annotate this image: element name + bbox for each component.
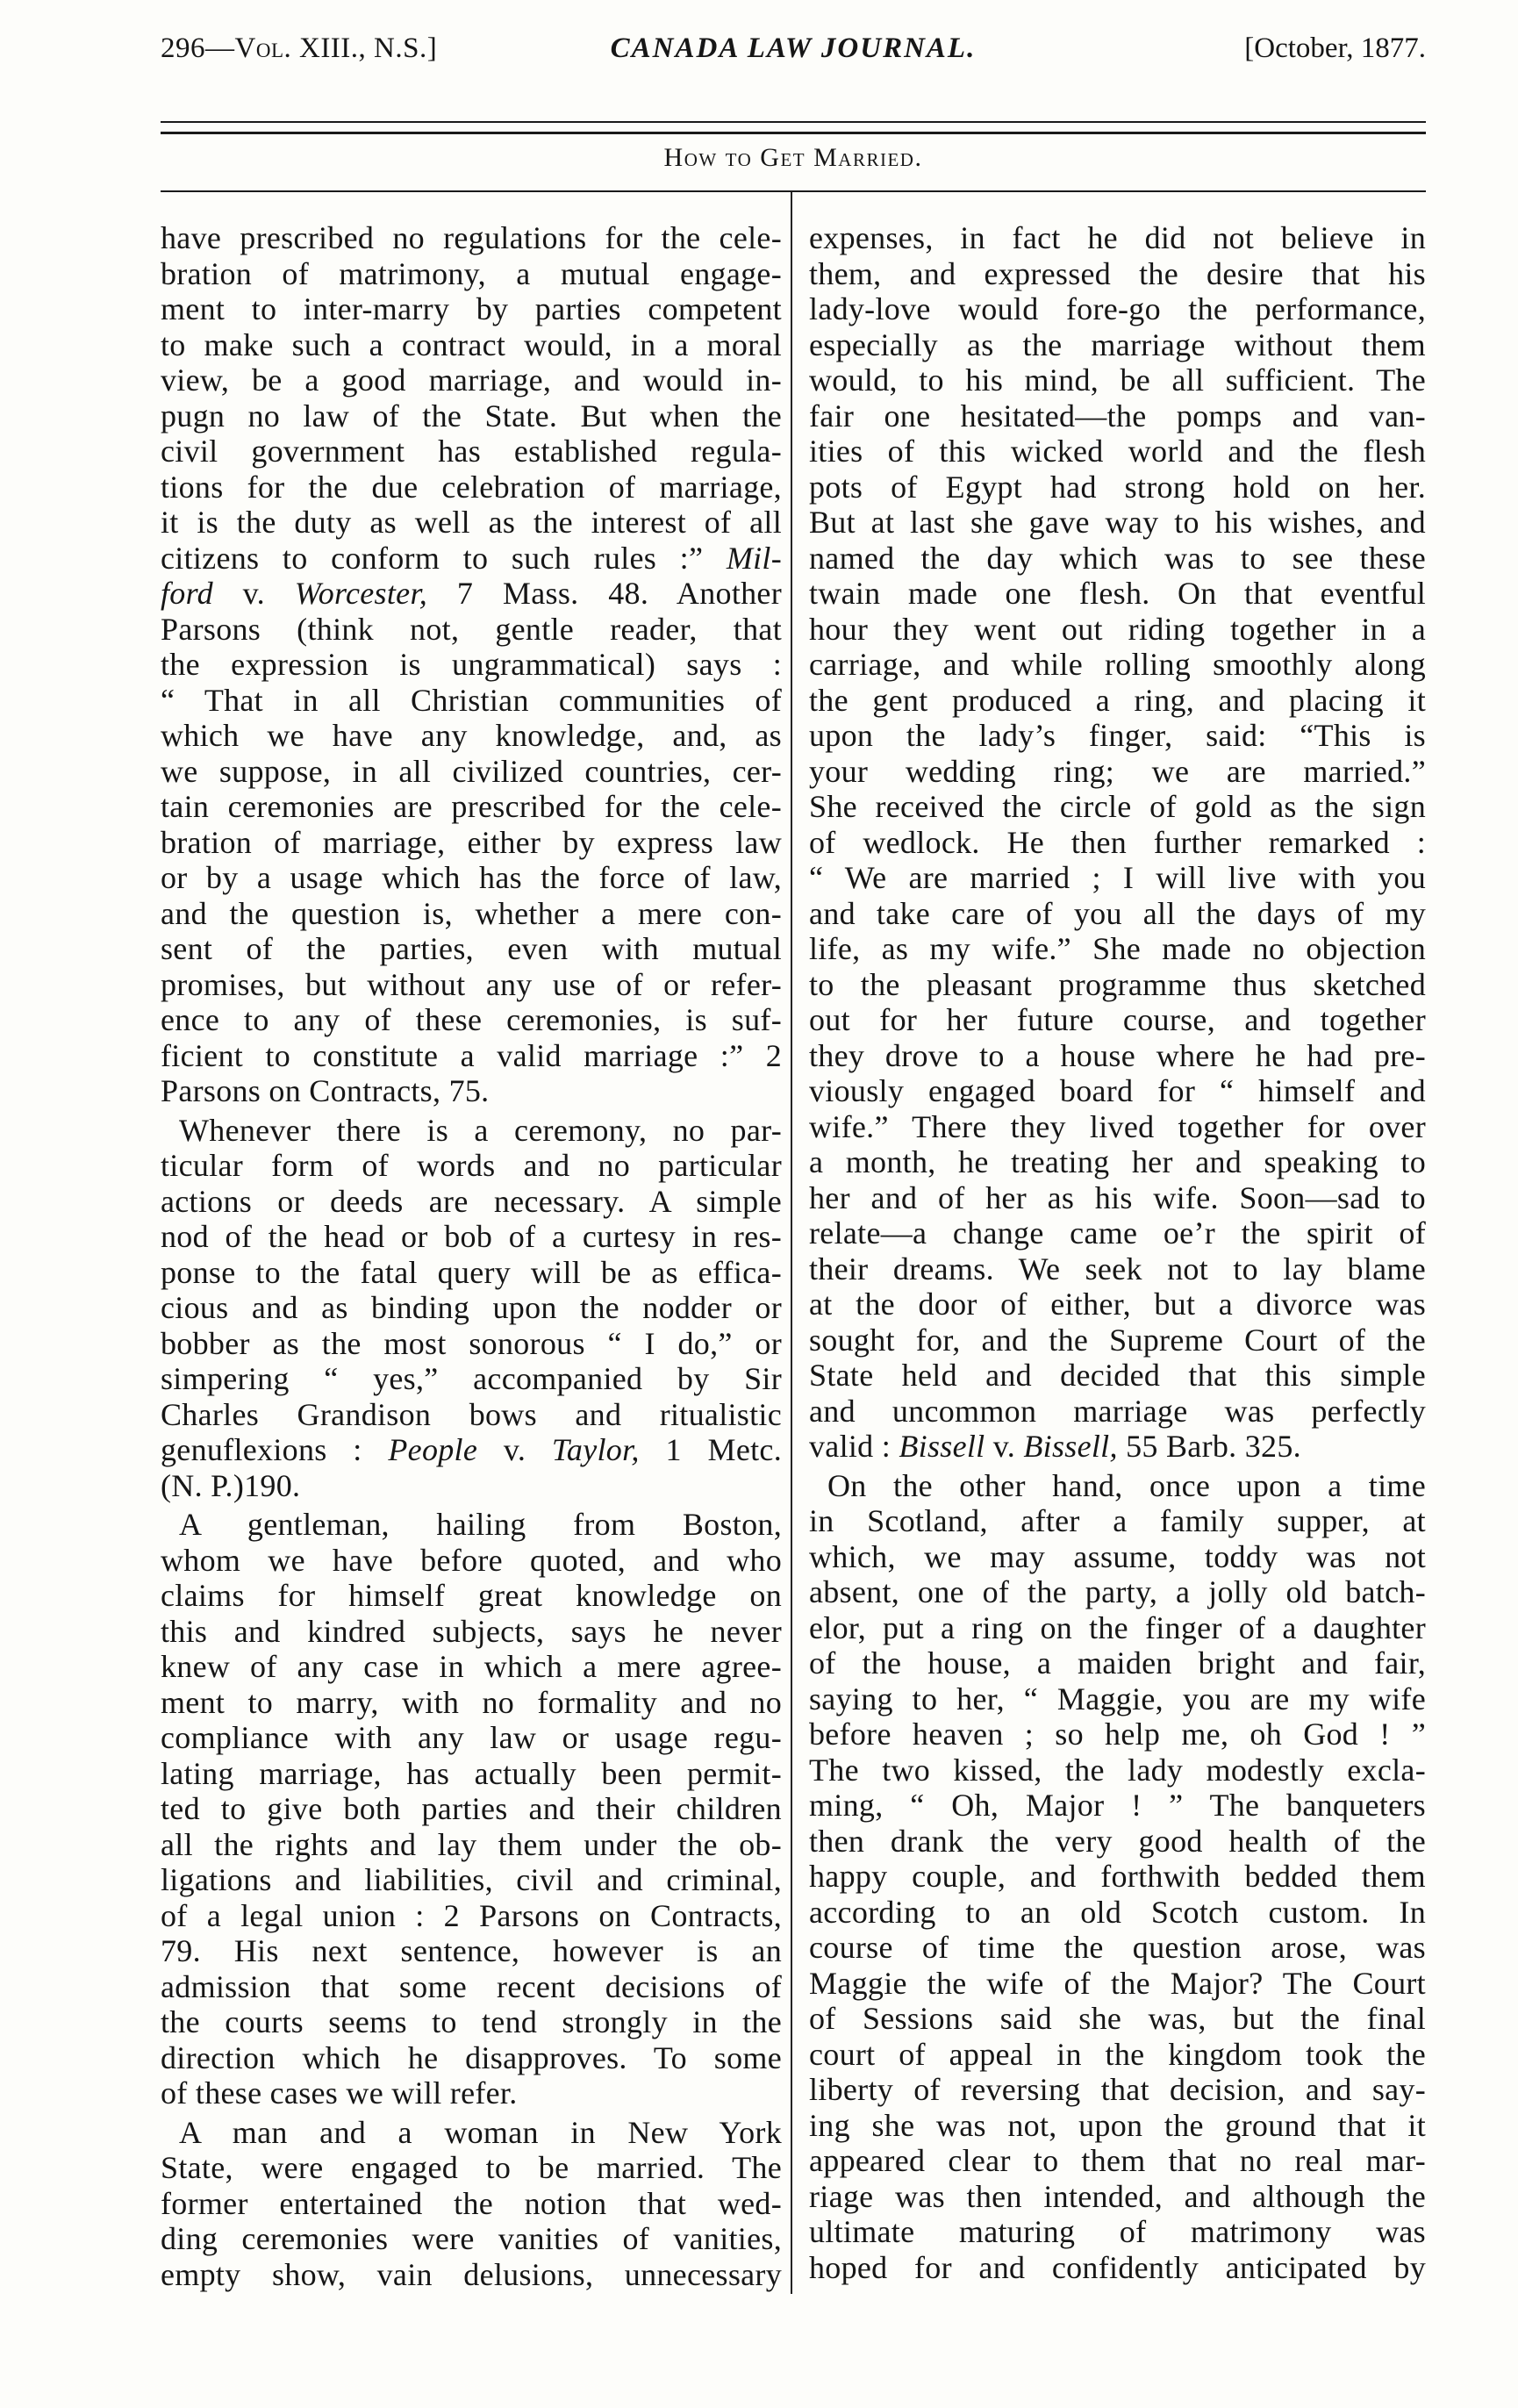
text-line: ponse to the fatal query will be as effica- — [161, 1254, 782, 1290]
text-run: valid : — [809, 1429, 899, 1464]
text-line: “ We are married ; I will live with you — [809, 860, 1426, 895]
text-run: v. — [477, 1432, 552, 1467]
text-line: ities of this wicked world and the flesh — [809, 434, 1426, 469]
text-line: ence to any of these ceremonies, is suf- — [161, 1002, 782, 1037]
text-line: according to an old Scotch custom. In — [809, 1894, 1426, 1930]
text-line — [809, 1429, 1426, 1465]
paragraph — [809, 1468, 1426, 2286]
right-column — [809, 220, 1426, 2285]
text-line: view, be a good marriage, and would in- — [161, 362, 782, 398]
case-citation: Worcester, — [294, 576, 428, 611]
text-line: She received the circle of gold as the sign — [809, 789, 1426, 824]
text-line: course of time the question arose, was — [809, 1930, 1426, 1965]
text-line: actions or deeds are necessary. A simple — [161, 1183, 782, 1219]
text-line: Charles Grandison bows and ritualistic — [161, 1396, 782, 1432]
text-line: relate—a change came oe’r the spirit of — [809, 1215, 1426, 1251]
text-line: carriage, and while rolling smoothly along — [809, 647, 1426, 682]
text-line: they drove to a house where he had pre- — [809, 1037, 1426, 1073]
text-line: of a legal union : 2 Parsons on Contracts, — [161, 1897, 782, 1933]
text-line: saying to her, “ Maggie, you are my wife — [809, 1681, 1426, 1716]
text-line: which, we may assume, toddy was not — [809, 1538, 1426, 1574]
header-rule — [161, 132, 1426, 134]
text-line: tain ceremonies are prescribed for the cele- — [161, 789, 782, 824]
article-title: How to Get Married. — [663, 143, 923, 172]
text-run: v. — [985, 1429, 1024, 1464]
text-line: ticular form of words and no particular — [161, 1148, 782, 1183]
text-line: out for her future course, and together — [809, 1002, 1426, 1037]
text-line: On the other hand, once upon a time — [827, 1467, 1426, 1503]
text-line: admission that some recent decisions of — [161, 1968, 782, 2004]
text-line: compliance with any law or usage regu- — [161, 1720, 782, 1755]
text-line: whom we have before quoted, and who — [161, 1542, 782, 1578]
case-citation: Taylor, — [551, 1432, 640, 1467]
text-line: A gentleman, hailing from Boston, — [179, 1507, 782, 1542]
text-line: court of appeal in the kingdom took the — [809, 2036, 1426, 2072]
text-line: sent of the parties, even with mutual — [161, 931, 782, 966]
text-run: 55 Barb. 325. — [1117, 1429, 1301, 1464]
case-citation: Bissell, — [1023, 1429, 1118, 1464]
text-line: A man and a woman in New York — [179, 2114, 782, 2150]
text-line: “ That in all Christian communities of — [161, 682, 782, 718]
text-line: life, as my wife.” She made no objection — [809, 931, 1426, 966]
text-line: State, were engaged to be married. The — [161, 2150, 782, 2185]
text-line: ment to inter-marry by parties competent — [161, 291, 782, 326]
text-line: ficient to constitute a valid marriage :” 2 — [161, 1037, 782, 1073]
text-line: 79. His next sentence, however is an — [161, 1933, 782, 1968]
case-citation: Mil- — [726, 540, 782, 576]
text-line: cious and as binding upon the nodder or — [161, 1290, 782, 1325]
text-line: your wedding ring; we are married.” — [809, 753, 1426, 789]
text-line: named the day which was to see these — [809, 540, 1426, 576]
text-line: to the pleasant programme thus sketched — [809, 966, 1426, 1002]
text-line: viously engaged board for “ himself and — [809, 1073, 1426, 1108]
text-line: bration of marriage, either by express law — [161, 824, 782, 860]
text-line: then drank the very good health of the — [809, 1823, 1426, 1859]
paragraph — [161, 1113, 782, 1504]
text-line: hour they went out riding together in a — [809, 611, 1426, 647]
text-line — [161, 541, 782, 577]
text-line: But at last she gave way to his wishes, and — [809, 505, 1426, 540]
text-line: fair one hesitated—the pomps and van- — [809, 398, 1426, 434]
text-run: 7 Mass. 48. Another — [427, 576, 782, 611]
text-line: twain made one flesh. On that eventful — [809, 576, 1426, 611]
text-line: empty show, vain delusions, unnecessary — [161, 2256, 782, 2292]
text-line: Parsons (think not, gentle reader, that — [161, 611, 782, 647]
text-line: we suppose, in all civilized countries, cer- — [161, 753, 782, 789]
text-line: pots of Egypt had strong hold on her. — [809, 469, 1426, 505]
text-line: hoped for and confidently anticipated by — [809, 2249, 1426, 2285]
text-line: pugn no law of the State. But when the — [161, 398, 782, 434]
text-line: to make such a contract would, in a moral — [161, 326, 782, 362]
case-citation: Bissell — [899, 1429, 985, 1464]
text-line: ment to marry, with no formality and no — [161, 1684, 782, 1720]
case-citation: People — [388, 1432, 478, 1467]
text-line: would, to his mind, be all sufficient. The — [809, 362, 1426, 398]
text-line: their dreams. We seek not to lay blame — [809, 1251, 1426, 1286]
text-line: it is the duty as well as the interest of all — [161, 505, 782, 540]
issue-date: [October, 1877. — [1244, 32, 1426, 64]
text-line: expenses, in fact he did not believe in — [809, 220, 1426, 255]
paragraph — [809, 220, 1426, 1465]
text-line: and take care of you all the days of my — [809, 895, 1426, 931]
text-line: the courts seems to tend strongly in the — [161, 2004, 782, 2039]
text-line: and the question is, whether a mere con- — [161, 895, 782, 931]
text-line: elor, put a ring on the finger of a daughter — [809, 1609, 1426, 1645]
text-line: bobber as the most sonorous “ I do,” or — [161, 1325, 782, 1361]
text-line: her and of her as his wife. Soon—sad to — [809, 1179, 1426, 1215]
text-line: the expression is ungrammatical) says : — [161, 647, 782, 682]
text-line: The two kissed, the lady modestly excla- — [809, 1752, 1426, 1788]
text-line: promises, but without any use of or refer- — [161, 966, 782, 1002]
text-line: have prescribed no regulations for the cele- — [161, 220, 782, 255]
left-column — [161, 220, 782, 2292]
text-line: lating marriage, has actually been permit- — [161, 1755, 782, 1791]
text-line: bration of matrimony, a mutual engage- — [161, 255, 782, 291]
journal-title: CANADA LAW JOURNAL. — [610, 32, 977, 64]
text-line: appeared clear to them that no real mar- — [809, 2143, 1426, 2178]
text-line: tions for the due celebration of marriage, — [161, 469, 782, 505]
text-line: and uncommon marriage was perfectly — [809, 1393, 1426, 1429]
text-line: civil government has established regula- — [161, 434, 782, 469]
text-line: (N. P.)190. — [161, 1467, 301, 1503]
header-rule — [161, 121, 1426, 123]
text-line: State held and decided that this simple — [809, 1358, 1426, 1393]
text-line: especially as the marriage without them — [809, 326, 1426, 362]
text-line: ultimate maturing of matrimony was — [809, 2214, 1426, 2249]
text-line: ted to give both parties and their children — [161, 1791, 782, 1826]
text-line: of wedlock. He then further remarked : — [809, 824, 1426, 860]
text-line: claims for himself great knowledge on — [161, 1578, 782, 1613]
paragraph — [161, 2115, 782, 2293]
text-line: the gent produced a ring, and placing it — [809, 682, 1426, 718]
text-line: former entertained the notion that wed- — [161, 2185, 782, 2221]
text-line — [161, 1432, 782, 1468]
text-line: knew of any case in which a mere agree- — [161, 1649, 782, 1684]
text-line: lady-love would fore-go the performance, — [809, 291, 1426, 326]
text-line: wife.” There they lived together for over — [809, 1108, 1426, 1144]
text-line: this and kindred subjects, says he never — [161, 1613, 782, 1649]
text-run: v. — [212, 576, 295, 611]
text-line: before heaven ; so help me, oh God ! ” — [809, 1716, 1426, 1752]
text-line: in Scotland, after a family supper, at — [809, 1503, 1426, 1538]
text-line: at the door of either, but a divorce was — [809, 1286, 1426, 1322]
text-line: upon the lady’s finger, said: “This is — [809, 718, 1426, 753]
text-line: absent, one of the party, a jolly old batch- — [809, 1574, 1426, 1609]
text-line: a month, he treating her and speaking to — [809, 1144, 1426, 1179]
text-line: Parsons on Contracts, 75. — [161, 1073, 490, 1108]
text-line: of Sessions said she was, but the final — [809, 2001, 1426, 2036]
text-line: them, and expressed the desire that his — [809, 255, 1426, 291]
case-citation: ford — [161, 576, 213, 611]
text-line: Whenever there is a ceremony, no par- — [179, 1112, 782, 1148]
paragraph — [161, 220, 782, 1109]
text-line: of these cases we will refer. — [161, 2075, 518, 2111]
text-line: direction which he disapproves. To some — [161, 2039, 782, 2075]
text-line: of the house, a maiden bright and fair, — [809, 1645, 1426, 1681]
text-line: ligations and liabilities, civil and criminal, — [161, 1862, 782, 1897]
text-run: 1 Metc. — [639, 1432, 782, 1467]
text-line: nod of the head or bob of a curtesy in res- — [161, 1219, 782, 1254]
text-line: riage was then intended, and although the — [809, 2178, 1426, 2214]
paragraph — [161, 1507, 782, 2111]
text-line: or by a usage which has the force of law, — [161, 860, 782, 895]
text-line: all the rights and lay them under the ob- — [161, 1826, 782, 1862]
text-line: Maggie the wife of the Major? The Court — [809, 1965, 1426, 2001]
text-line: simpering “ yes,” accompanied by Sir — [161, 1361, 782, 1396]
text-line: happy couple, and forthwith bedded them — [809, 1859, 1426, 1894]
text-run: genuflexions : — [161, 1432, 389, 1467]
text-line — [161, 576, 782, 612]
text-line: ming, “ Oh, Major ! ” The banqueters — [809, 1788, 1426, 1823]
text-line: which we have any knowledge, and, as — [161, 718, 782, 753]
title-rule — [161, 190, 1426, 192]
text-line: ing she was not, upon the ground that it — [809, 2107, 1426, 2143]
text-run: citizens to conform to such rules :” — [161, 540, 727, 576]
column-divider — [791, 192, 792, 2294]
page-number-volume: 296—Vol. XIII., N.S.] — [161, 32, 438, 64]
text-line: ding ceremonies were vanities of vanities, — [161, 2221, 782, 2256]
text-line: liberty of reversing that decision, and say- — [809, 2072, 1426, 2107]
text-line: sought for, and the Supreme Court of the — [809, 1322, 1426, 1358]
